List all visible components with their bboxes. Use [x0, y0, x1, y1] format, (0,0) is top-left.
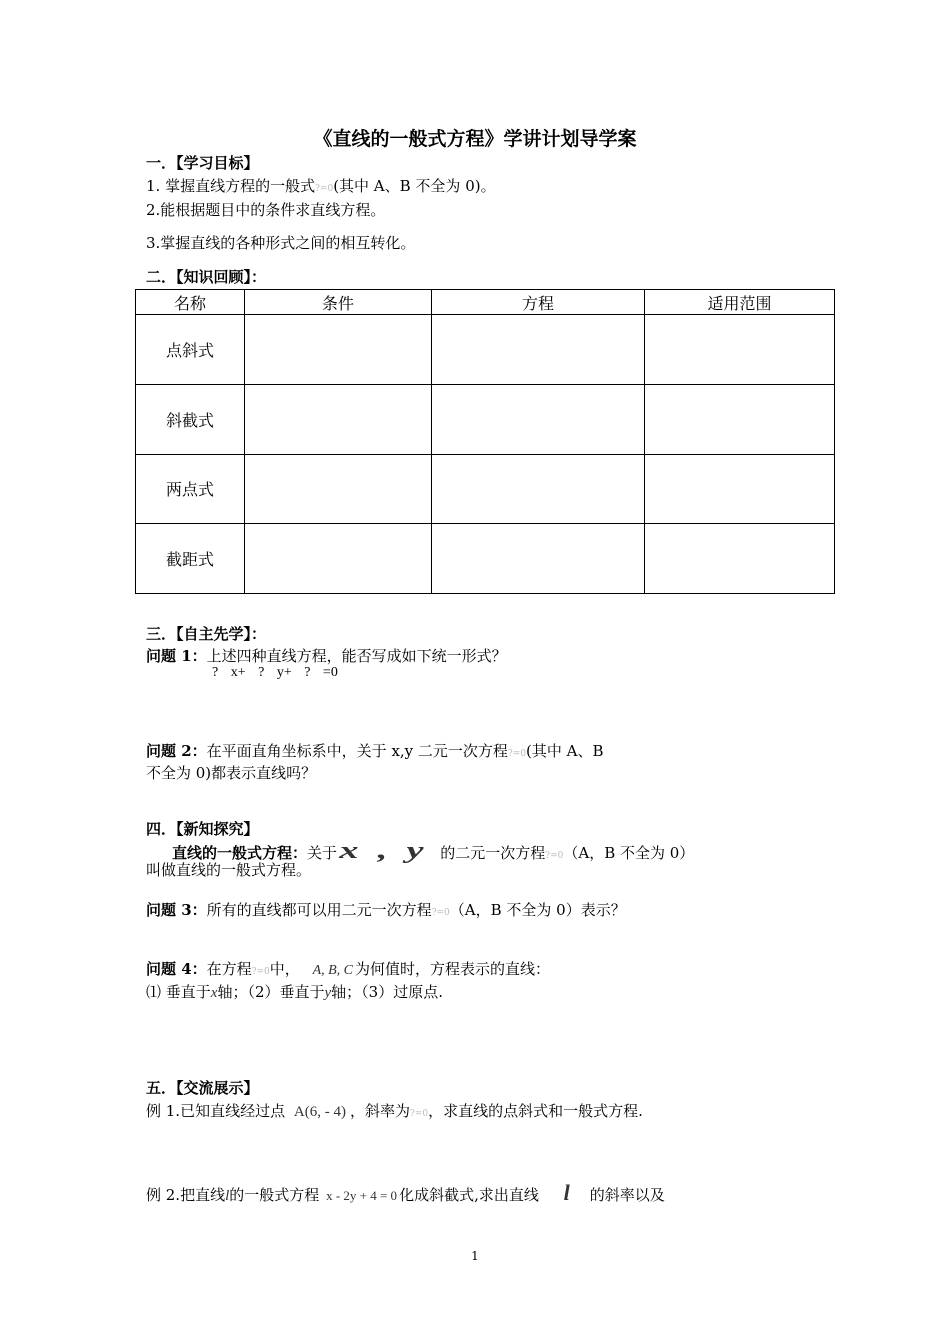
- empty-cell[interactable]: [645, 524, 835, 594]
- question-2-cont: 不全为 0)都表示直线吗？: [146, 764, 317, 782]
- table-row: [136, 384, 835, 454]
- question-4-cont: ⑴ 垂直于x轴；（2）垂直于y轴；（3）过原点.: [146, 983, 443, 1001]
- section-3-heading: 三．【自主先学】：: [146, 625, 267, 643]
- empty-cell[interactable]: [432, 315, 645, 385]
- section-4-heading: 四．【新知探究】: [146, 820, 259, 838]
- header-condition: 条件: [245, 290, 432, 315]
- empty-cell[interactable]: [645, 384, 835, 454]
- row-name: 两点式: [136, 454, 245, 524]
- section-2-heading: 二．【知识回顾】：: [146, 268, 267, 286]
- row-name: 点斜式: [136, 315, 245, 385]
- header-equation: 方程: [432, 290, 645, 315]
- definition-cont: 叫做直线的一般式方程。: [146, 861, 312, 879]
- empty-cell[interactable]: [432, 384, 645, 454]
- question-2: 问题 2：在平面直角坐标系中，关于 x,y 二元一次方程?=0(其中 A、B: [146, 742, 604, 760]
- example-1: 例 1.已知直线经过点 A(6, - 4) ，斜率为?=0，求直线的点斜式和一般式方程.: [146, 1102, 643, 1120]
- empty-cell[interactable]: [245, 315, 432, 385]
- empty-cell[interactable]: [645, 454, 835, 524]
- section-1-heading: 一．【学习目标】: [146, 154, 259, 172]
- question-3: 问题 3：所有的直线都可以用二元一次方程?=0（A，B 不全为 0）表示？: [146, 901, 626, 919]
- empty-cell[interactable]: [245, 384, 432, 454]
- equation-placeholder: ?=0: [315, 184, 334, 194]
- goal-2: 2.能根据题目中的条件求直线方程。: [146, 201, 386, 219]
- empty-cell[interactable]: [645, 315, 835, 385]
- empty-cell[interactable]: [432, 454, 645, 524]
- table-row: [136, 315, 835, 385]
- table-header-row: [136, 290, 835, 315]
- table-row: [136, 454, 835, 524]
- example-2: 例 2.把直线l的一般式方程 x - 2y + 4 = 0 化成斜截式,求出直线 l 的斜率以及: [146, 1180, 665, 1205]
- goal-1: 1. 掌握直线方程的一般式?=0(其中 A、B 不全为 0)。: [146, 177, 496, 195]
- question-4: 问题 4：在方程?=0中， A, B, C 为何值时，方程表示的直线：: [146, 960, 551, 978]
- page-number: 1: [471, 1249, 479, 1263]
- empty-cell[interactable]: [245, 524, 432, 594]
- unified-form: ? x+ ? y+ ? =0: [212, 665, 338, 680]
- row-name: 截距式: [136, 524, 245, 594]
- header-name: 名称: [136, 290, 245, 315]
- empty-cell[interactable]: [432, 524, 645, 594]
- header-scope: 适用范围: [645, 290, 835, 315]
- definition: 直线的一般式方程：关于 x , y 的二元一次方程?=0（A，B 不全为 0）: [172, 838, 695, 864]
- question-1: 问题 1：上述四种直线方程，能否写成如下统一形式？: [146, 647, 507, 665]
- section-5-heading: 五．【交流展示】: [146, 1079, 259, 1097]
- review-table: [135, 289, 835, 594]
- row-name: 斜截式: [136, 384, 245, 454]
- goal-3: 3.掌握直线的各种形式之间的相互转化。: [146, 234, 416, 252]
- empty-cell[interactable]: [245, 454, 432, 524]
- table-row: [136, 524, 835, 594]
- page-title: 《直线的一般式方程》学讲计划导学案: [313, 128, 637, 150]
